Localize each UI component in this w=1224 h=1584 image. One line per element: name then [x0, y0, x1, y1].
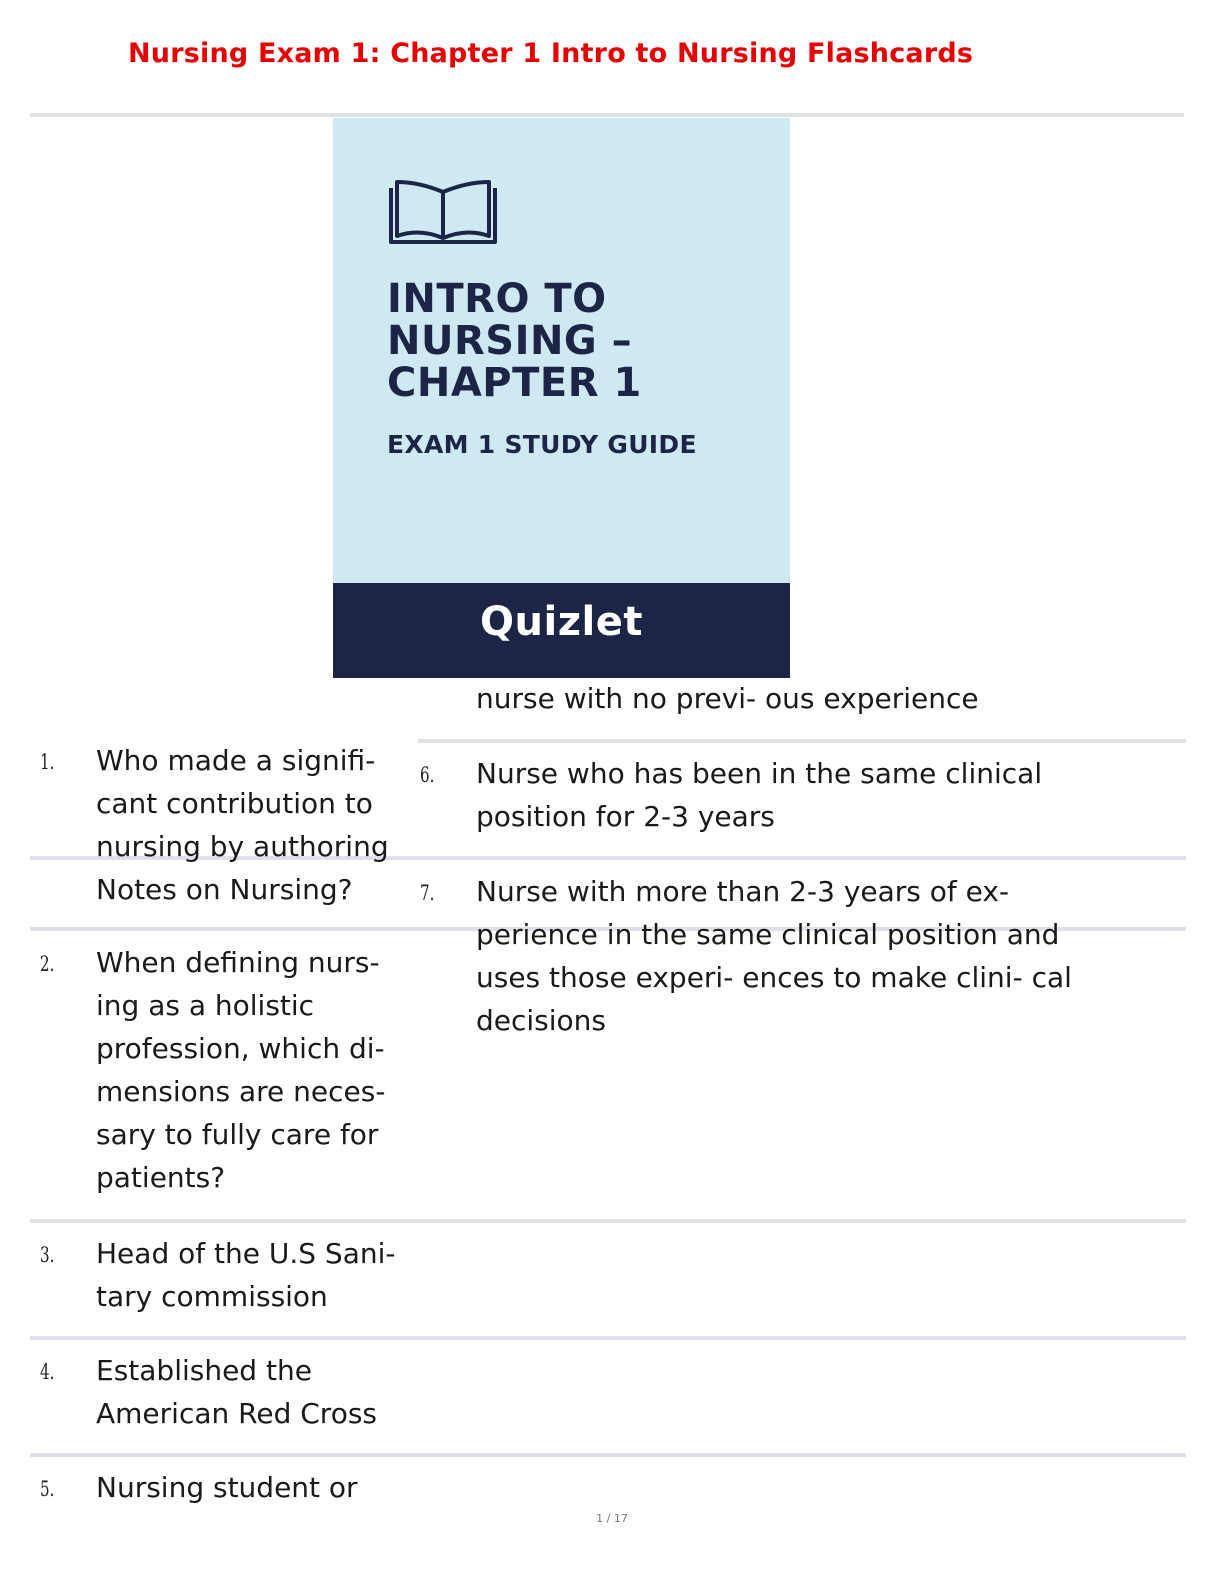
card-question-line: position for 2-3 years — [476, 800, 775, 833]
card-number: 3. — [40, 1243, 55, 1267]
card-question-line: Nurse with more than 2-3 years of ex- — [476, 875, 1010, 908]
quizlet-logo: Quizlet — [480, 599, 643, 645]
card-number: 1. — [40, 750, 55, 774]
card-question — [476, 752, 1042, 838]
card-number: 4. — [40, 1360, 55, 1384]
page-number: 1 / 17 — [596, 1512, 628, 1525]
card-question-line: Head of the U.S Sani- — [96, 1237, 396, 1270]
card-question — [96, 1466, 358, 1509]
card-question-line: Notes on Nursing? — [96, 873, 353, 906]
card-number: 2. — [40, 952, 55, 976]
divider-left-3 — [30, 1336, 1186, 1340]
card-question — [96, 941, 385, 1199]
card-question-line: decisions — [476, 1004, 607, 1037]
document-title: Nursing Exam 1: Chapter 1 Intro to Nursing Flashcards — [128, 38, 974, 69]
card-question-line: Who made a signifi- — [96, 744, 376, 777]
cover-title-line: NURSING – — [387, 318, 633, 364]
card-question-line: American Red Cross — [96, 1397, 377, 1430]
card-question — [96, 1232, 395, 1318]
card-question-line: perience in the same clinical position and — [476, 918, 1060, 951]
answer-line: nurse with no previ- ous experience — [476, 682, 979, 715]
card-question-line: ing as a holistic — [96, 989, 315, 1022]
card-question-line: tary commission — [96, 1280, 328, 1313]
cover-title — [387, 278, 642, 404]
answer-fragment — [476, 677, 979, 720]
card-question-line: mensions are neces- — [96, 1075, 386, 1108]
top-divider — [30, 113, 1184, 117]
card-number: 6. — [420, 763, 435, 787]
card-question-line: profession, which di- — [96, 1032, 385, 1065]
card-question — [476, 870, 1072, 1042]
card-number: 7. — [420, 881, 435, 905]
card-question-line: patients? — [96, 1161, 226, 1194]
cover-brand-band — [333, 583, 790, 678]
card-question-line: Established the — [96, 1354, 312, 1387]
card-question-line: cant contribution to — [96, 787, 373, 820]
divider-left-2 — [30, 1219, 1186, 1223]
card-question-line: nursing by authoring — [96, 830, 389, 863]
divider-right-1 — [418, 739, 1186, 743]
card-question-line: Nursing student or — [96, 1471, 358, 1504]
cover-title-line: INTRO TO — [387, 276, 607, 322]
card-question — [96, 739, 389, 911]
card-number: 5. — [40, 1477, 55, 1501]
card-question-line: When defining nurs- — [96, 946, 380, 979]
open-book-icon — [387, 178, 499, 250]
card-question-line: Nurse who has been in the same clinical — [476, 757, 1043, 790]
cover-title-line: CHAPTER 1 — [387, 360, 642, 406]
divider-left-4 — [30, 1453, 1186, 1457]
card-question-line: uses those experi- ences to make clini- cal — [476, 961, 1072, 994]
card-question — [96, 1349, 377, 1435]
card-question-line: sary to fully care for — [96, 1118, 379, 1151]
cover-subtitle: EXAM 1 STUDY GUIDE — [387, 430, 697, 459]
cover-image — [333, 118, 790, 678]
